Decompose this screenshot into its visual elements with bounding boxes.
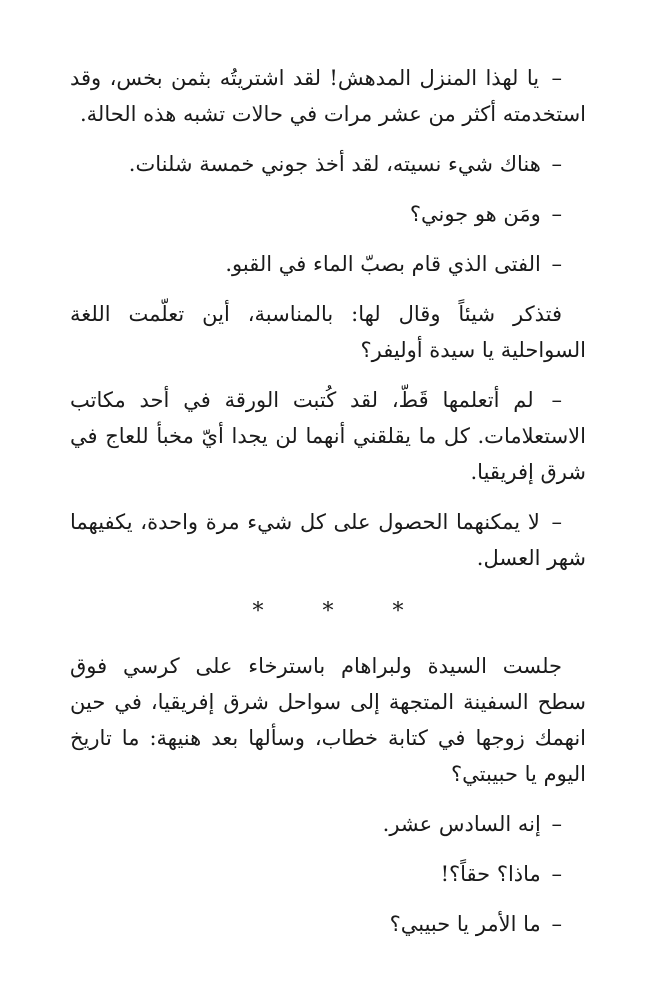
dialogue-paragraph bbox=[70, 906, 586, 942]
dialogue-paragraph bbox=[70, 856, 586, 892]
dialogue-paragraph bbox=[70, 60, 586, 132]
dialogue-dash: – bbox=[551, 66, 562, 90]
dialogue-paragraph bbox=[70, 246, 586, 282]
paragraph-text: الفتى الذي قام بصبّ الماء في القبو. bbox=[225, 252, 541, 276]
book-page bbox=[70, 60, 586, 956]
dialogue-dash: – bbox=[551, 152, 562, 176]
paragraph-text: يا لهذا المنزل المدهش! لقد اشتريتُه بثمن بخس، وقد استخدمته أكثر من عشر مرات في حالات تشبه هذه الحالة. bbox=[70, 66, 586, 126]
paragraph-text: جلست السيدة ولبراهام باسترخاء على كرسي فوق سطح السفينة المتجهة إلى سواحل شرق إفريقيا، في حين انهمك زوجها في كتابة خطاب، وسألها بعد هنيهة: ما تاريخ اليوم يا حبيبتي؟ bbox=[70, 654, 586, 786]
dialogue-paragraph bbox=[70, 196, 586, 232]
dialogue-dash: – bbox=[551, 252, 562, 276]
dialogue-dash: – bbox=[551, 202, 562, 226]
section-separator: * * * bbox=[252, 599, 430, 624]
paragraph-text: ومَن هو جوني؟ bbox=[409, 202, 541, 226]
narration-paragraph bbox=[70, 296, 586, 368]
paragraph-text: إنه السادس عشر. bbox=[382, 812, 541, 836]
paragraph-text: فتذكر شيئاً وقال لها: بالمناسبة، أين تعلّمت اللغة السواحلية يا سيدة أوليفر؟ bbox=[70, 302, 586, 362]
dialogue-dash: – bbox=[551, 388, 562, 412]
dialogue-dash: – bbox=[551, 510, 562, 534]
dialogue-paragraph bbox=[70, 382, 586, 490]
paragraph-text: ماذا؟ حقاً؟! bbox=[440, 862, 541, 886]
paragraph-text: لا يمكنهما الحصول على كل شيء مرة واحدة، يكفيهما شهر العسل. bbox=[70, 510, 586, 570]
narration-paragraph bbox=[70, 648, 586, 792]
paragraph-text: لم أتعلمها قَطّ، لقد كُتبت الورقة في أحد مكاتب الاستعلامات. كل ما يقلقني أنهما لن يجدا أيّ مخبأ للعاج في شرق إفريقيا. bbox=[70, 388, 586, 484]
dialogue-paragraph bbox=[70, 806, 586, 842]
dialogue-paragraph bbox=[70, 146, 586, 182]
dialogue-dash: – bbox=[551, 862, 562, 886]
paragraph-text: ما الأمر يا حبيبي؟ bbox=[389, 912, 541, 936]
dialogue-paragraph bbox=[70, 504, 586, 576]
paragraph-text: هناك شيء نسيته، لقد أخذ جوني خمسة شلنات. bbox=[128, 152, 541, 176]
dialogue-dash: – bbox=[551, 912, 562, 936]
dialogue-dash: – bbox=[551, 812, 562, 836]
